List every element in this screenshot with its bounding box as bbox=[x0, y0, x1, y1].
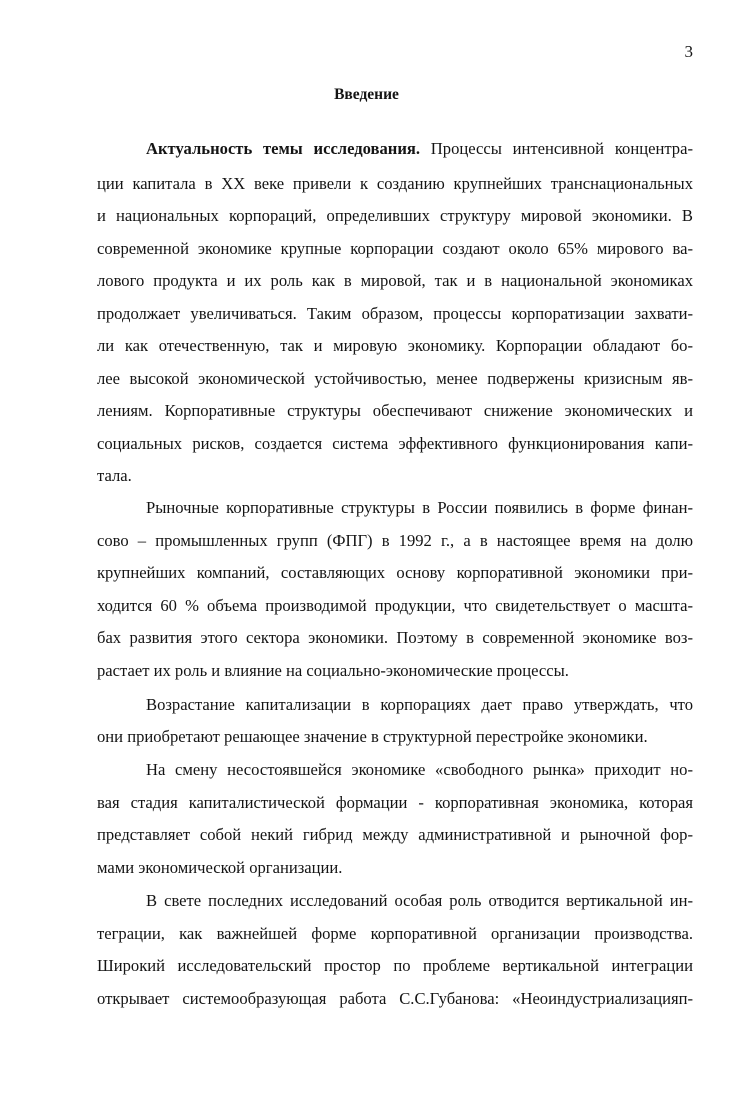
paragraph-lead: Актуальность темы исследования. bbox=[146, 139, 421, 158]
text-line: лового продукта и их роль как в мировой, так и в национальной экономиках bbox=[97, 271, 693, 290]
text-line: растает их роль и влияние на социально-экономические процессы. bbox=[97, 661, 569, 680]
text-line: современной экономике крупные корпорации создают около 65% мирового ва- bbox=[97, 239, 693, 258]
text-line: бах развития этого сектора экономики. Поэтому в современной экономике воз- bbox=[97, 628, 693, 647]
text-line: Рыночные корпоративные структуры в России появились в форме финан- bbox=[146, 498, 693, 517]
text-line: вая стадия капиталистической формации - корпоративная экономика, которая bbox=[97, 793, 693, 812]
section-heading: Введение bbox=[334, 86, 399, 103]
text-line: Возрастание капитализации в корпорациях дает право утверждать, что bbox=[146, 695, 693, 714]
text-line bbox=[146, 134, 693, 164]
text-line: теграции, как важнейшей форме корпоративной организации производства. bbox=[97, 924, 693, 943]
text-line: лее высокой экономической устойчивостью, менее подвержены кризисным яв- bbox=[97, 369, 693, 388]
text-line: и национальных корпораций, определивших структуру мировой экономики. В bbox=[97, 206, 693, 225]
text-line: ли как отечественную, так и мировую экономику. Корпорации обладают бо- bbox=[97, 336, 693, 355]
text-line: мами экономической организации. bbox=[97, 858, 343, 877]
page-number: 3 bbox=[684, 42, 693, 61]
text-line: лениям. Корпоративные структуры обеспечивают снижение экономических и bbox=[97, 401, 693, 420]
text-line: ходится 60 % объема производимой продукции, что свидетельствует о масшта- bbox=[97, 596, 693, 615]
text-line: продолжает увеличиваться. Таким образом, процессы корпоратизации захвати- bbox=[97, 304, 693, 323]
text-line: они приобретают решающее значение в структурной перестройке экономики. bbox=[97, 727, 648, 746]
text-line: В свете последних исследований особая роль отводится вертикальной ин- bbox=[146, 891, 693, 910]
text-line: На смену несостоявшейся экономике «свободного рынка» приходит но- bbox=[146, 760, 693, 779]
text-line: сово – промышленных групп (ФПГ) в 1992 г., а в настоящее время на долю bbox=[97, 531, 693, 550]
text-line: крупнейших компаний, составляющих основу корпоративной экономики при- bbox=[97, 563, 693, 582]
text-line-content: Процессы интенсивной концентра- bbox=[420, 139, 693, 158]
text-line: тала. bbox=[97, 466, 132, 485]
text-line: ции капитала в XX веке привели к созданию крупнейших транснациональных bbox=[97, 174, 693, 193]
text-line: представляет собой некий гибрид между административной и рыночной фор- bbox=[97, 825, 693, 844]
text-line: Широкий исследовательский простор по проблеме вертикальной интеграции bbox=[97, 956, 693, 975]
text-line: социальных рисков, создается система эффективного функционирования капи- bbox=[97, 434, 693, 453]
text-line: открывает системообразующая работа С.С.Губанова: «Неоиндустриализацияп- bbox=[97, 989, 693, 1008]
